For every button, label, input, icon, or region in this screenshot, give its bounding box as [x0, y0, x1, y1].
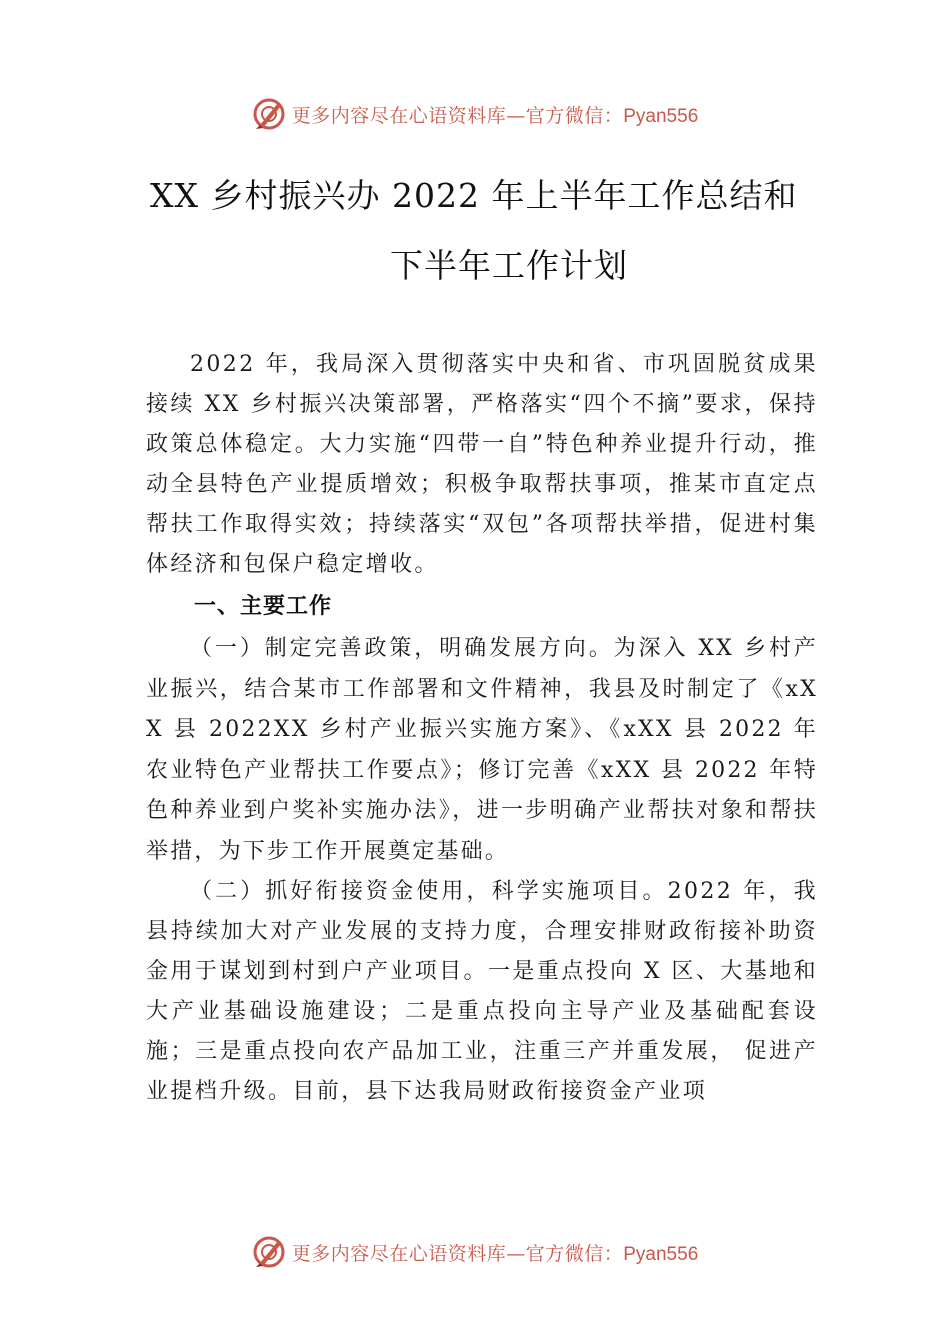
pen-circle-logo-icon: [252, 97, 286, 131]
watermark-text: [292, 1239, 699, 1266]
section-heading: 一、主要工作: [194, 594, 333, 619]
document-title-line1: XX 乡村振兴办 2022 年上半年工作总结和: [150, 176, 798, 215]
watermark-label: 更多内容尽在心语资料库—官方微信：: [291, 1242, 624, 1265]
wechat-id: Pyan556: [623, 1243, 699, 1265]
section-paragraph-2: （二）抓好衔接资金使用，科学实施项目。2022 年，我县持续加大对产业发展的支持力度，合理安排财政衔接补助资金用于谋划到村到户产业项目。一是重点投向 X 区、大基地和大产业基础设施建设；二是重点投向主导产业及基础配套设施；三是重点投向农产品加工业，注重三产并重发展， 促进产业提档升级。目前，县下达我局财政衔接资金产业项: [146, 879, 818, 1104]
document-title-line2: 下半年工作计划: [390, 246, 628, 285]
intro-paragraph: 2022 年，我局深入贯彻落实中央和省、市巩固脱贫成果接续 XX 乡村振兴决策部署，严格落实“四个不摘”要求，保持政策总体稳定。大力实施“四带一自”特色种养业提升行动，推动全县特色产业提质增效；积极争取帮扶事项，推某市直定点帮扶工作取得实效；持续落实“双包”各项帮扶举措，促进村集体经济和包保户稳定增收。: [146, 352, 818, 577]
footer-watermark: [0, 1232, 950, 1272]
watermark-label: 更多内容尽在心语资料库—官方微信：: [291, 104, 624, 127]
document-body: [146, 345, 818, 1112]
watermark-text: [292, 101, 699, 128]
section-paragraph-1: （一）制定完善政策，明确发展方向。为深入 XX 乡村产业振兴，结合某市工作部署和文件精神，我县及时制定了《xXX 县 2022XX 乡村产业振兴实施方案》、《xXX 县 2022 年农业特色产业帮扶工作要点》；修订完善《xXX 县 2022 年特色种养业到户奖补实施办法》，进一步明确产业帮扶对象和帮扶举措，为下步工作开展奠定基础。: [146, 636, 818, 864]
header-watermark: [0, 94, 950, 134]
pen-circle-logo-icon: [252, 1235, 286, 1269]
wechat-id: Pyan556: [623, 105, 699, 127]
